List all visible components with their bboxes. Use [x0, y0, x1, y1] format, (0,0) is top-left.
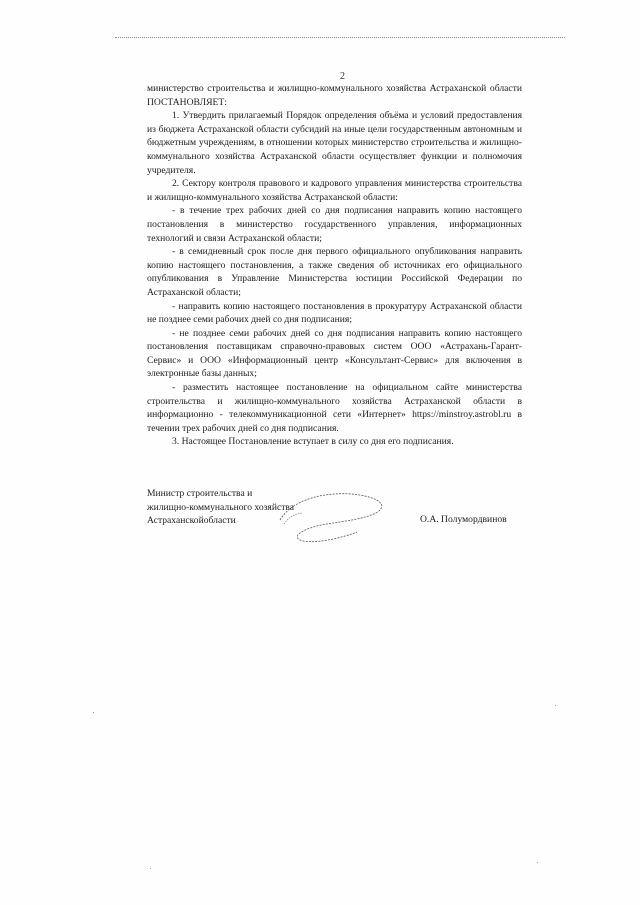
paragraph-intro: министерство строительства и жилищно-коммунального хозяйства Астраханской области ПОСТАНОВЛЯЕТ:	[147, 83, 522, 108]
scan-edge-line	[115, 37, 565, 38]
paragraph-subitem-1: - в течение трех рабочих дней со дня подписания направить копию настоящего постановления в министерство государственного управления, информационных технологий и связи Астраханской области;	[147, 205, 522, 244]
signer-name: О.А. Полумордвинов	[420, 514, 507, 525]
paragraph-subitem-3: - направить копию настоящего постановления в прокуратуру Астраханской области не позднее семи рабочих дней со дня подписания;	[147, 300, 522, 326]
paragraph-subitem-5: - разместить настоящее постановление на официальном сайте министерства строительства и жилищно-коммунального хозяйства Астраханской области в информационно - телекоммуникационной сети «Интернет» https://minstroy.astrobl.ru в течении трех рабочих дней со дня подписания.	[147, 382, 522, 434]
document-body	[147, 82, 522, 449]
scan-speck	[93, 712, 94, 713]
paragraph-subitem-2: - в семидневный срок после дня первого официального опубликования направить копию настоящего постановления, а также сведения об источниках его официального опубликования в Управление Министерства юстиции Российской Федерации по Астраханской области;	[147, 246, 522, 298]
paragraph-item-2: 2. Сектору контроля правового и кадрового управления министерства строительства и жилищно-коммунального хозяйства Астраханской области:	[147, 178, 522, 203]
scan-speck	[150, 868, 151, 869]
paragraph-subitem-4: - не позднее семи рабочих дней со дня подписания направить копию настоящего постановления поставщикам справочно-правовых систем ООО «Астрахань-Гарант-Сервис» и ООО «Информационный центр «Консультант-Сервис» для включения в электронные базы данных;	[147, 327, 522, 380]
paragraph-item-1: 1. Утвердить прилагаемый Порядок определения объёма и условий предоставления из бюджета Астраханской области субсидий на иные цели государственным автономным и бюджетным учреждениям, в отношении которых министерство строительства и жилищно-коммунального хозяйства Астраханской области осуществляет функции и полномочия учредителя.	[147, 110, 522, 176]
signer-title-line-3: Астраханскойобласти	[147, 515, 236, 526]
scan-speck	[537, 862, 538, 863]
signer-title-line-1: Министр строительства и	[147, 488, 253, 499]
page-number: 2	[340, 71, 345, 82]
scan-speck	[555, 705, 556, 706]
handwritten-signature	[262, 480, 412, 550]
signer-title-line-2: жилищно-коммунального хозяйства	[147, 501, 295, 513]
paragraph-item-3: 3. Настоящее Постановление вступает в силу со дня его подписания.	[172, 436, 454, 448]
